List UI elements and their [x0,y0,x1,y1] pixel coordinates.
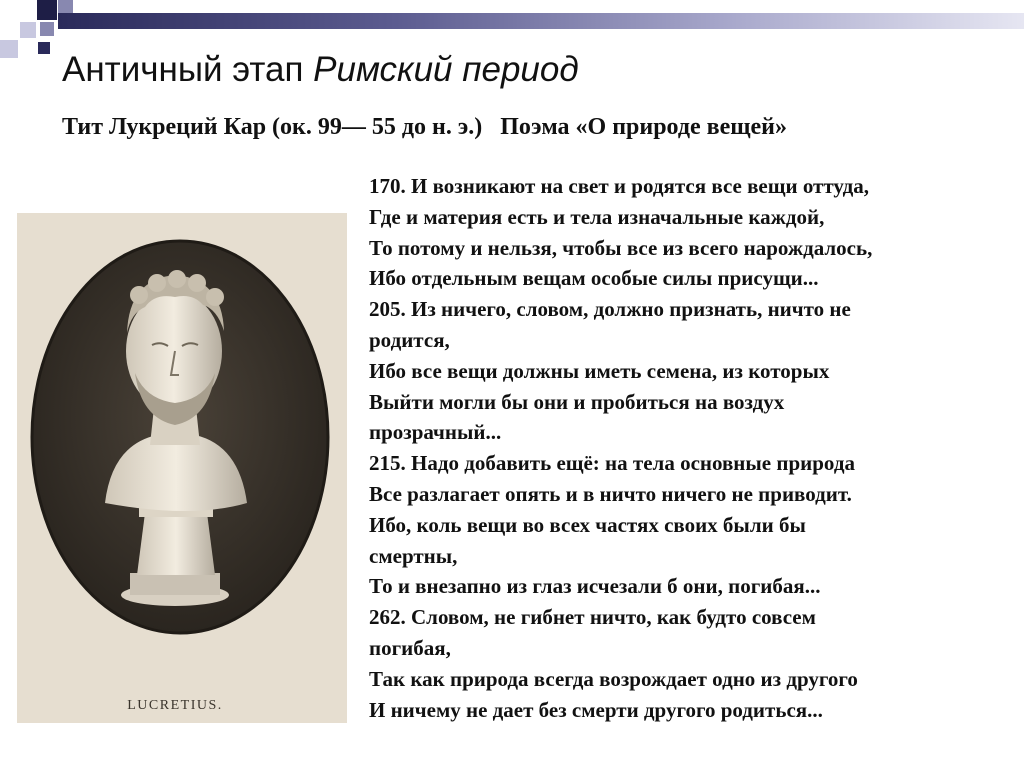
lucretius-portrait [17,213,347,723]
deco-square-light-2 [0,40,18,58]
portrait-caption: LUCRETIUS. [127,698,223,713]
poem-line: 205. Из ничего, словом, должно признать, ничто не [369,297,851,322]
poem-line: смертны, [369,543,458,568]
deco-square-dark [37,0,57,20]
subtitle-poem: Поэма «О природе вещей» [500,114,787,140]
poem-line: Ибо все вещи должны иметь семена, из которых [369,358,830,383]
poem-line: прозрачный... [369,420,502,445]
poem-line: Все разлагает опять и в ничто ничего не приводит. [369,481,852,506]
slide-subtitle [62,114,787,141]
poem-line: 170. И возникают на свет и родятся все вещи оттуда, [369,174,869,198]
poem-line: 262. Словом, не гибнет ничто, как будто совсем [369,605,816,630]
poem-line: 215. Надо добавить ещё: на тела основные природа [369,451,855,476]
poem-line: погибая, [369,635,451,660]
deco-square-mid-2 [40,22,54,36]
poem-line: Так как природа всегда возрождает одно из другого [369,666,858,691]
title-period: Римский период [313,50,579,89]
title-accent-bar [58,13,1024,29]
poem-line: То потому и нельзя, чтобы все из всего нарождалось, [369,235,873,260]
subtitle-author: Тит Лукреций Кар (ок. 99— 55 до н. э.) [62,114,483,140]
poem-line: Ибо отдельным вещам особые силы присущи... [369,266,819,291]
poem-line: Выйти могли бы они и пробиться на воздух [369,389,785,414]
poem-line: Ибо, коль вещи во всех частях своих были бы [369,512,806,537]
poem-line: Где и материя есть и тела изначальные каждой, [369,204,825,229]
poem-line: родится, [369,327,450,352]
slide-title [62,50,579,90]
deco-square-dark-2 [38,42,50,54]
poem-line: И ничему не дает без смерти другого родиться... [369,697,823,722]
deco-square-light [20,22,36,38]
poem-excerpt [369,171,1009,725]
poem-line: То и внезапно из глаз исчезали б они, погибая... [369,574,821,599]
title-era: Античный этап [62,50,304,89]
